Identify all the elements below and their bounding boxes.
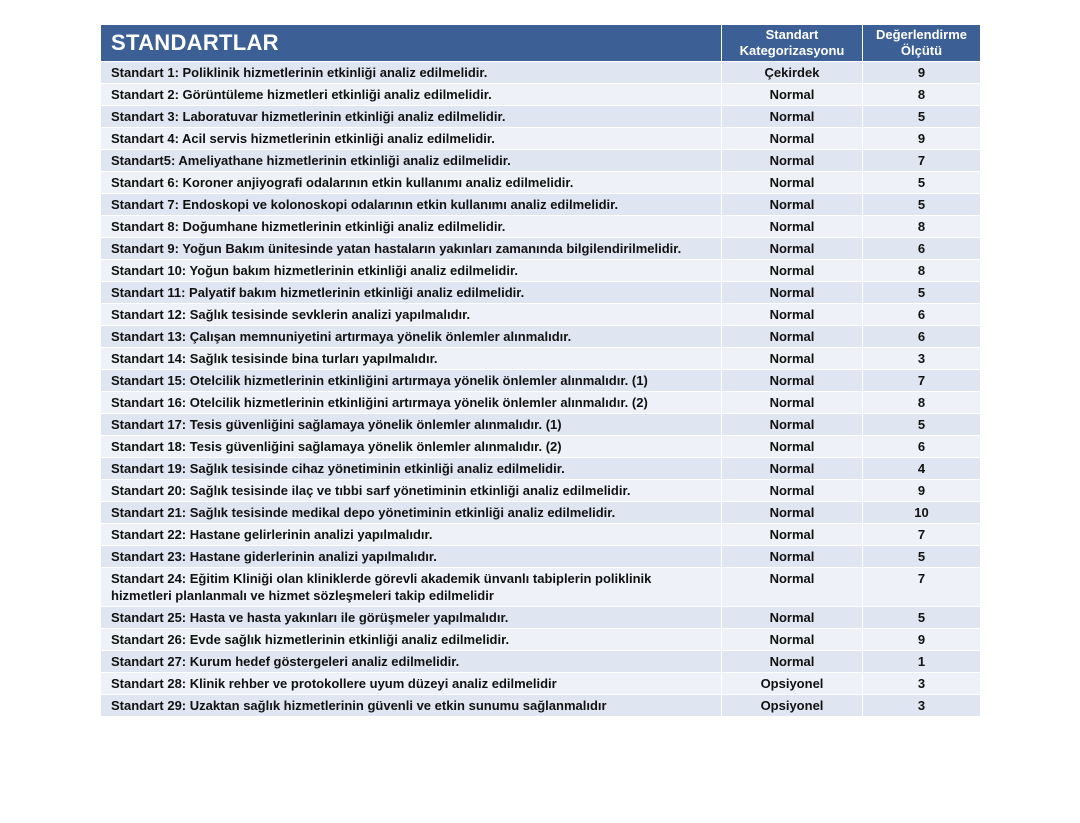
- standard-text: Standart 7: Endoskopi ve kolonoskopi odalarının etkin kullanımı analiz edilmelidir.: [101, 194, 722, 216]
- table-header-row: [101, 25, 981, 62]
- standard-category: Opsiyonel: [722, 695, 863, 717]
- standard-score: 5: [863, 106, 981, 128]
- standard-category: Opsiyonel: [722, 673, 863, 695]
- standard-text: Standart 4: Acil servis hizmetlerinin etkinliği analiz edilmelidir.: [101, 128, 722, 150]
- standard-category: Normal: [722, 651, 863, 673]
- standards-sheet: [100, 24, 980, 717]
- standard-score: 1: [863, 651, 981, 673]
- table-row: [101, 695, 981, 717]
- column-header-score: Değerlendirme Ölçütü: [863, 25, 981, 62]
- table-row: [101, 194, 981, 216]
- standard-text: Standart5: Ameliyathane hizmetlerinin etkinliği analiz edilmelidir.: [101, 150, 722, 172]
- standard-text: Standart 11: Palyatif bakım hizmetlerinin etkinliği analiz edilmelidir.: [101, 282, 722, 304]
- standard-category: Normal: [722, 568, 863, 607]
- table-row: [101, 260, 981, 282]
- table-row: [101, 370, 981, 392]
- standard-category: Normal: [722, 216, 863, 238]
- standard-category: Normal: [722, 128, 863, 150]
- standard-text: Standart 6: Koroner anjiyografi odalarının etkin kullanımı analiz edilmelidir.: [101, 172, 722, 194]
- column-header-category: Standart Kategorizasyonu: [722, 25, 863, 62]
- standard-score: 7: [863, 568, 981, 607]
- standard-category: Normal: [722, 436, 863, 458]
- standard-text: Standart 2: Görüntüleme hizmetleri etkinliği analiz edilmelidir.: [101, 84, 722, 106]
- table-row: [101, 172, 981, 194]
- standard-score: 3: [863, 673, 981, 695]
- table-row: [101, 106, 981, 128]
- table-row: [101, 282, 981, 304]
- standard-score: 6: [863, 238, 981, 260]
- standard-score: 6: [863, 436, 981, 458]
- standard-category: Normal: [722, 84, 863, 106]
- table-row: [101, 84, 981, 106]
- standard-score: 3: [863, 348, 981, 370]
- standard-text: Standart 18: Tesis güvenliğini sağlamaya yönelik önlemler alınmalıdır. (2): [101, 436, 722, 458]
- standard-text: Standart 21: Sağlık tesisinde medikal depo yönetiminin etkinliği analiz edilmelidir.: [101, 502, 722, 524]
- standard-text: Standart 3: Laboratuvar hizmetlerinin etkinliği analiz edilmelidir.: [101, 106, 722, 128]
- standard-category: Normal: [722, 607, 863, 629]
- standard-category: Normal: [722, 458, 863, 480]
- standard-category: Normal: [722, 546, 863, 568]
- standard-text: Standart 1: Poliklinik hizmetlerinin etkinliği analiz edilmelidir.: [101, 62, 722, 84]
- standard-score: 3: [863, 695, 981, 717]
- standard-score: 5: [863, 282, 981, 304]
- standard-text: Standart 8: Doğumhane hizmetlerinin etkinliği analiz edilmelidir.: [101, 216, 722, 238]
- standard-score: 8: [863, 216, 981, 238]
- standard-score: 8: [863, 260, 981, 282]
- standard-score: 6: [863, 326, 981, 348]
- table-body: [101, 62, 981, 717]
- standard-score: 9: [863, 629, 981, 651]
- standard-category: Normal: [722, 326, 863, 348]
- standard-category: Çekirdek: [722, 62, 863, 84]
- standard-score: 9: [863, 62, 981, 84]
- standard-text: Standart 24: Eğitim Kliniği olan kliniklerde görevli akademik ünvanlı tabiplerin poliklinik hizmetleri planlanmalı ve hizmet sözleşmeleri takip edilmelidir: [101, 568, 722, 607]
- table-row: [101, 326, 981, 348]
- standard-text: Standart 23: Hastane giderlerinin analizi yapılmalıdır.: [101, 546, 722, 568]
- standard-category: Normal: [722, 480, 863, 502]
- table-row: [101, 436, 981, 458]
- table-row: [101, 238, 981, 260]
- table-row: [101, 651, 981, 673]
- standard-category: Normal: [722, 238, 863, 260]
- standard-score: 8: [863, 84, 981, 106]
- standard-score: 9: [863, 128, 981, 150]
- standard-score: 5: [863, 607, 981, 629]
- standard-text: Standart 25: Hasta ve hasta yakınları ile görüşmeler yapılmalıdır.: [101, 607, 722, 629]
- standard-score: 7: [863, 524, 981, 546]
- standard-category: Normal: [722, 502, 863, 524]
- standard-text: Standart 19: Sağlık tesisinde cihaz yönetiminin etkinliği analiz edilmelidir.: [101, 458, 722, 480]
- standard-score: 7: [863, 370, 981, 392]
- standard-score: 5: [863, 546, 981, 568]
- standard-text: Standart 14: Sağlık tesisinde bina turları yapılmalıdır.: [101, 348, 722, 370]
- standard-category: Normal: [722, 106, 863, 128]
- table-row: [101, 348, 981, 370]
- table-row: [101, 458, 981, 480]
- standard-score: 6: [863, 304, 981, 326]
- table-title: STANDARTLAR: [101, 25, 722, 62]
- table-row: [101, 673, 981, 695]
- table-row: [101, 480, 981, 502]
- standard-category: Normal: [722, 150, 863, 172]
- standard-score: 8: [863, 392, 981, 414]
- standard-category: Normal: [722, 392, 863, 414]
- standard-text: Standart 22: Hastane gelirlerinin analizi yapılmalıdır.: [101, 524, 722, 546]
- standard-category: Normal: [722, 260, 863, 282]
- standard-text: Standart 9: Yoğun Bakım ünitesinde yatan hastaların yakınları zamanında bilgilendirilmelidir.: [101, 238, 722, 260]
- standard-score: 5: [863, 172, 981, 194]
- standard-score: 9: [863, 480, 981, 502]
- standard-category: Normal: [722, 629, 863, 651]
- standard-score: 4: [863, 458, 981, 480]
- standard-category: Normal: [722, 172, 863, 194]
- standard-category: Normal: [722, 304, 863, 326]
- standard-score: 7: [863, 150, 981, 172]
- table-row: [101, 546, 981, 568]
- table-row: [101, 414, 981, 436]
- standard-score: 5: [863, 414, 981, 436]
- standard-text: Standart 26: Evde sağlık hizmetlerinin etkinliği analiz edilmelidir.: [101, 629, 722, 651]
- table-row: [101, 128, 981, 150]
- table-row: [101, 568, 981, 607]
- standard-category: Normal: [722, 414, 863, 436]
- standard-text: Standart 15: Otelcilik hizmetlerinin etkinliğini artırmaya yönelik önlemler alınmalıdır. (1): [101, 370, 722, 392]
- table-row: [101, 216, 981, 238]
- table-row: [101, 524, 981, 546]
- standard-score: 10: [863, 502, 981, 524]
- standard-text: Standart 17: Tesis güvenliğini sağlamaya yönelik önlemler alınmalıdır. (1): [101, 414, 722, 436]
- standard-text: Standart 28: Klinik rehber ve protokollere uyum düzeyi analiz edilmelidir: [101, 673, 722, 695]
- standard-text: Standart 29: Uzaktan sağlık hizmetlerinin güvenli ve etkin sunumu sağlanmalıdır: [101, 695, 722, 717]
- table-row: [101, 392, 981, 414]
- standard-category: Normal: [722, 524, 863, 546]
- standard-text: Standart 20: Sağlık tesisinde ilaç ve tıbbi sarf yönetiminin etkinliği analiz edilmelidir.: [101, 480, 722, 502]
- table-row: [101, 502, 981, 524]
- standard-text: Standart 16: Otelcilik hizmetlerinin etkinliğini artırmaya yönelik önlemler alınmalıdır. (2): [101, 392, 722, 414]
- table-row: [101, 304, 981, 326]
- table-row: [101, 150, 981, 172]
- table-row: [101, 607, 981, 629]
- standard-score: 5: [863, 194, 981, 216]
- table-row: [101, 629, 981, 651]
- standard-category: Normal: [722, 194, 863, 216]
- standards-table: [100, 24, 981, 717]
- standard-text: Standart 13: Çalışan memnuniyetini artırmaya yönelik önlemler alınmalıdır.: [101, 326, 722, 348]
- standard-category: Normal: [722, 370, 863, 392]
- standard-text: Standart 27: Kurum hedef göstergeleri analiz edilmelidir.: [101, 651, 722, 673]
- standard-category: Normal: [722, 282, 863, 304]
- standard-text: Standart 12: Sağlık tesisinde sevklerin analizi yapılmalıdır.: [101, 304, 722, 326]
- standard-category: Normal: [722, 348, 863, 370]
- standard-text: Standart 10: Yoğun bakım hizmetlerinin etkinliği analiz edilmelidir.: [101, 260, 722, 282]
- table-row: [101, 62, 981, 84]
